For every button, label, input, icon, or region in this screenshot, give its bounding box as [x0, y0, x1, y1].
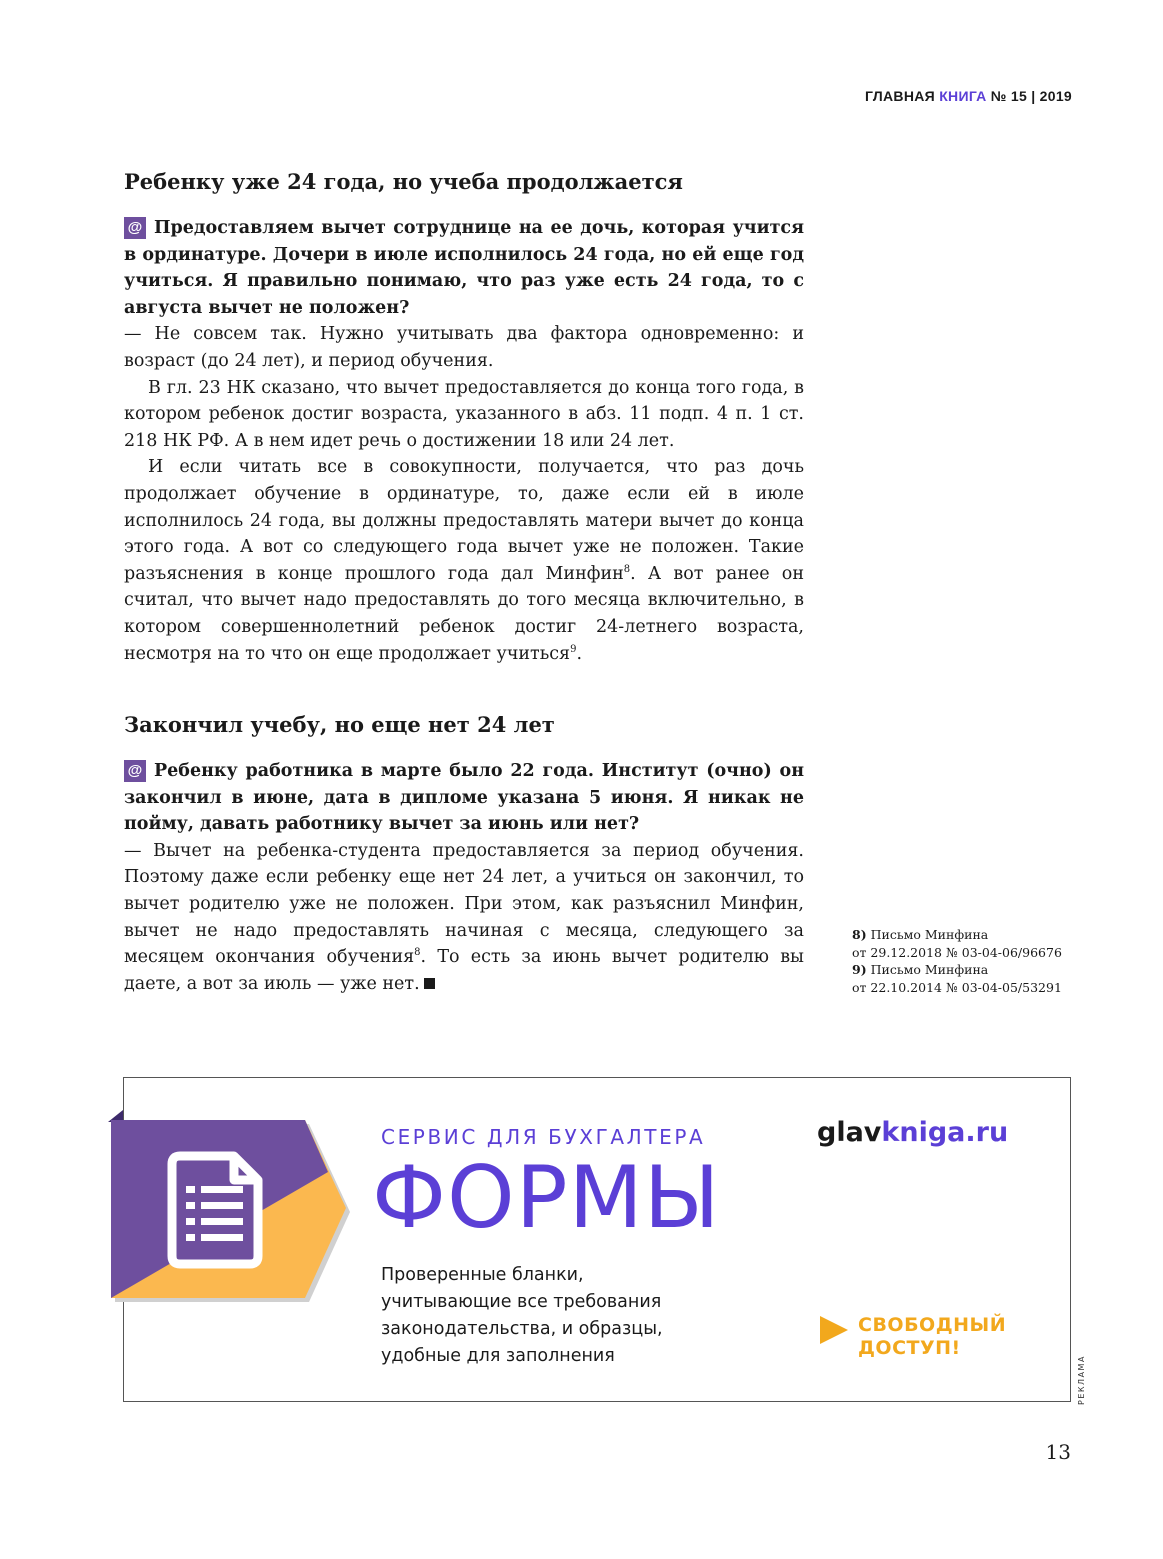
section-1-answer-p2: В гл. 23 НК сказано, что вычет предоставляется до конца того года, в котором ребенок достиг возраста, указанного в абз. 11 подп. 4 п. 1 ст. 218 НК РФ. А в нем идет речь о достижении 18 или 24 лет. [124, 377, 804, 451]
section-1-answer-p3b: . А вот ранее он считал, что вычет надо предоставлять до того месяца включительно, в котором совершеннолетний ребенок достиг 24-летнего возраста, несмотря на то что он еще продолжает учиться [124, 563, 804, 664]
footnote-9 [852, 961, 1082, 996]
footnote-line2: от 29.12.2018 № 03-04-06/96676 [852, 944, 1062, 960]
ad-desc-line: удобные для заполнения [381, 1346, 615, 1366]
section-2-title: Закончил учебу, но еще нет 24 лет [124, 712, 555, 737]
footnote-line1: Письмо Минфина [870, 927, 989, 942]
forms-logo-icon [108, 1110, 353, 1305]
cta-line: ДОСТУП! [858, 1337, 961, 1359]
footnote-line1: Письмо Минфина [870, 962, 989, 977]
ad-desc-line: Проверенные бланки, [381, 1265, 584, 1285]
section-2-question [124, 758, 804, 838]
ad-desc-line: учитывающие все требования [381, 1292, 662, 1312]
section-1-answer-p3a: И если читать все в совокупности, получается, что раз дочь продолжает обучение в ординатуре, то, даже если ей в июле исполнилось 24 года, вы должны предоставлять матери вычет до конца этого года. А вот со следующего года вычет уже не положен. Такие разъяснения в конце прошлого года дал Минфин [124, 457, 804, 584]
section-2-question-text: Ребенку работника в марте было 22 года. Институт (очно) он закончил в июне, дата в дипломе указана 5 июня. Я никак не пойму, давать работнику вычет за июнь или нет? [124, 761, 804, 835]
header-pre: ГЛАВНАЯ [864, 88, 940, 104]
page-number: 13 [1045, 1440, 1071, 1464]
section-1-question-text: Предоставляем вычет сотруднице на ее дочь, которая учится в ординатуре. Дочери в июле исполнилось 24 года, но ей еще год учиться. Я правильно понимаю, что раз уже есть 24 года, то с августа вычет не положен? [124, 218, 804, 318]
header-accent: КНИГА [939, 88, 987, 104]
at-icon: @ [124, 760, 146, 782]
section-1-question [124, 215, 804, 321]
cta-line: СВОБОДНЫЙ [858, 1314, 1007, 1336]
footnotes [852, 926, 1082, 996]
section-2-answer-a: — Вычет на ребенка-студента предоставляется за период обучения. Поэтому даже если ребенку еще нет 24 лет, а учиться он закончил, то вычет родителю уже не положен. При этом, как разъяснил Минфин, вычет не надо предоставлять начиная с месяца, следующего за месяцем окончания обучения [124, 840, 804, 968]
ad-site-accent: kniga.ru [881, 1117, 1009, 1148]
section-1-answer-p3 [124, 454, 804, 667]
ad-desc-line: законодательства, и образцы, [381, 1319, 663, 1339]
footnote-line2: от 22.10.2014 № 03-04-05/53291 [852, 979, 1062, 995]
ad-description [381, 1262, 721, 1370]
ad-label: РЕКЛАМА [1077, 1355, 1086, 1405]
section-2 [124, 711, 804, 997]
ad-site-pre: glav [817, 1117, 882, 1148]
section-1-answer-p3c: . [576, 643, 583, 664]
footnote-ref-8: 8 [623, 563, 631, 575]
end-mark-icon [424, 978, 435, 989]
header-post: № 15 | 2019 [986, 88, 1072, 104]
ad-subtitle: СЕРВИС ДЛЯ БУХГАЛТЕРА [381, 1125, 706, 1149]
section-2-answer-b: . То есть за июнь вычет родителю вы даете, а вот за июль — уже нет. [124, 947, 804, 994]
footnote-num: 9) [852, 962, 867, 977]
document-icon [172, 1156, 258, 1264]
running-header [865, 88, 1072, 104]
at-icon: @ [124, 217, 146, 239]
section-1-title: Ребенку уже 24 года, но учеба продолжается [124, 169, 683, 194]
footnote-ref-9: 9 [570, 643, 577, 655]
section-1-answer-p1: — Не совсем так. Нужно учитывать два фактора одновременно: и возраст (до 24 лет), и период обучения. [124, 324, 804, 371]
free-access-cta[interactable] [820, 1314, 1006, 1360]
footnote-ref-8: 8 [414, 947, 421, 959]
play-arrow-icon [820, 1316, 848, 1344]
ad-title: ФОРМЫ [372, 1148, 721, 1248]
footnote-num: 8) [852, 927, 867, 942]
footnote-8 [852, 926, 1082, 961]
section-1 [124, 168, 804, 667]
ad-site-link[interactable] [817, 1117, 1008, 1148]
section-2-answer [124, 838, 804, 998]
